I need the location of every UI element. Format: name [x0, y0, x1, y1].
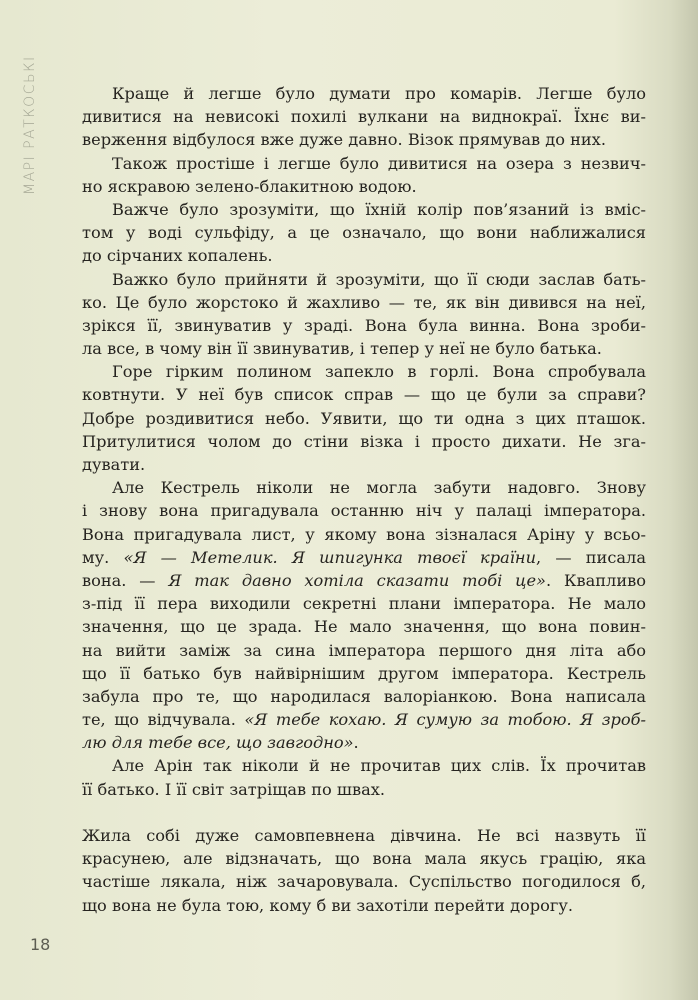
text-segment: Горе гірким полином запекло в горлі. Вона спробувала — [112, 362, 646, 382]
page-number: 18 — [30, 935, 51, 954]
text-line — [82, 870, 646, 893]
running-head-author: МАРІ РАТКОСЬКІ — [22, 55, 38, 195]
text-line — [82, 662, 646, 685]
text-segment: Важко було прийняти й зрозуміти, що її сюди заслав бать- — [112, 269, 646, 289]
italic-quote: Я так давно хотіла сказати тобі це» — [168, 570, 546, 590]
text-line — [82, 198, 646, 221]
text-segment: дувати. — [82, 455, 146, 474]
text-segment: те, що відчувала. — [82, 710, 245, 730]
text-segment: Краще й легше було думати про комарів. Легше було — [112, 84, 646, 103]
text-line — [82, 314, 646, 337]
text-segment: Але Арін так ніколи й не прочитав цих слів. Їх прочитав — [112, 756, 646, 776]
text-segment: ковтнути. У неї був список справ — що це були за справи? — [82, 385, 646, 405]
text-line — [82, 268, 646, 291]
text-line — [82, 824, 646, 847]
text-line — [82, 708, 646, 731]
text-segment: вона. — — [82, 570, 169, 590]
text-segment: Жила собі дуже самовпевнена дівчина. Не всі назвуть її — [82, 826, 646, 845]
paragraph — [82, 198, 646, 268]
text-line — [82, 244, 646, 267]
text-line — [82, 546, 646, 569]
text-line — [82, 105, 646, 128]
text-segment: но яскравою зелено-блакитною водою. — [82, 176, 417, 196]
text-line — [82, 383, 646, 406]
text-line — [82, 639, 646, 662]
text-line — [82, 82, 646, 105]
text-line — [82, 175, 646, 198]
text-segment: ко. Це було жорстоко й жахливо — те, як він дивився на неї, — [82, 292, 646, 312]
text-line — [82, 615, 646, 638]
italic-quote: лю для тебе все, що завгодно» — [82, 733, 354, 753]
text-line — [82, 569, 646, 592]
text-segment: і знову вона пригадувала останню ніч у палаці імператора. — [82, 501, 646, 521]
text-segment: забула про те, що народилася валоріанкою. Вона написала — [82, 686, 646, 706]
paragraph — [82, 476, 646, 754]
paragraph — [82, 754, 646, 800]
paragraph — [82, 824, 646, 917]
text-segment: Добре роздивитися небо. Уявити, що ти одна з цих пташок. — [82, 408, 646, 428]
text-line — [82, 360, 646, 383]
text-line — [82, 221, 646, 244]
text-line — [82, 685, 646, 708]
italic-quote: «Я — Метелик. Я шпигунка твоєї країни — [123, 547, 537, 567]
text-segment: Притулитися чолом до стіни візка і просто дихати. Не зга- — [82, 431, 646, 451]
text-segment: з-під її пера виходили секретні плани імператора. Не мало — [82, 594, 646, 614]
text-line — [82, 453, 646, 476]
text-segment: му. — [82, 547, 124, 567]
text-line — [82, 430, 646, 453]
text-segment: що вона не була тою, кому б ви захотіли перейти дорогу. — [82, 895, 574, 915]
text-segment: Також простіше і легше було дивитися на озера з незвич- — [112, 153, 646, 173]
paragraph — [82, 152, 646, 198]
text-line — [82, 523, 646, 546]
text-segment: Важче було зрозуміти, що їхній колір пов’язаний із вміс- — [112, 199, 646, 219]
text-segment: Вона пригадувала лист, у якому вона зізналася Аріну у всьо- — [82, 524, 646, 544]
text-segment: дивитися на невисокі похилі вулкани на виднокраї. Їхнє ви- — [82, 107, 646, 127]
body-text — [82, 82, 646, 917]
text-line — [82, 894, 646, 917]
text-line — [82, 778, 646, 801]
text-line — [82, 407, 646, 430]
text-line — [82, 592, 646, 615]
text-line — [82, 291, 646, 314]
text-segment: частіше лякала, ніж зачаровувала. Суспільство погодилося б, — [82, 872, 646, 892]
text-segment: . — [353, 733, 359, 753]
paragraph — [82, 82, 646, 152]
paragraph — [82, 360, 646, 476]
text-segment: Але Кестрель ніколи не могла забути надовго. Знову — [112, 478, 646, 498]
text-line — [82, 499, 646, 522]
text-line — [82, 152, 646, 175]
text-segment: що її батько був найвірнішим другом імператора. Кестрель — [82, 663, 646, 683]
text-segment: її батько. І її світ затріщав по швах. — [82, 779, 386, 799]
paragraph — [82, 268, 646, 361]
text-line — [82, 754, 646, 777]
text-segment: том у воді сульфіду, а це означало, що вони наближалися — [82, 223, 646, 243]
text-line — [82, 337, 646, 360]
text-segment: , — писала — [536, 547, 646, 567]
text-segment: на вийти заміж за сина імператора першого дня літа або — [82, 640, 646, 660]
text-line — [82, 731, 646, 754]
text-segment: верження відбулося вже дуже давно. Візок прямував до них. — [82, 130, 606, 150]
italic-quote: «Я тебе кохаю. Я сумую за тобою. Я зроб- — [244, 710, 646, 730]
text-segment: . Квапливо — [545, 570, 646, 590]
text-line — [82, 128, 646, 151]
text-segment: красунею, але відзначать, що вона мала якусь грацію, яка — [82, 849, 646, 869]
text-segment: ла все, в чому він її звинуватив, і тепер у неї не було батька. — [82, 339, 602, 359]
text-line — [82, 476, 646, 499]
text-segment: значення, що це зрада. Не мало значення, що вона повин- — [82, 617, 646, 637]
text-segment: зрікся її, звинуватив у зраді. Вона була винна. Вона зроби- — [82, 315, 646, 335]
text-line — [82, 847, 646, 870]
text-segment: до сірчаних копалень. — [82, 246, 273, 266]
